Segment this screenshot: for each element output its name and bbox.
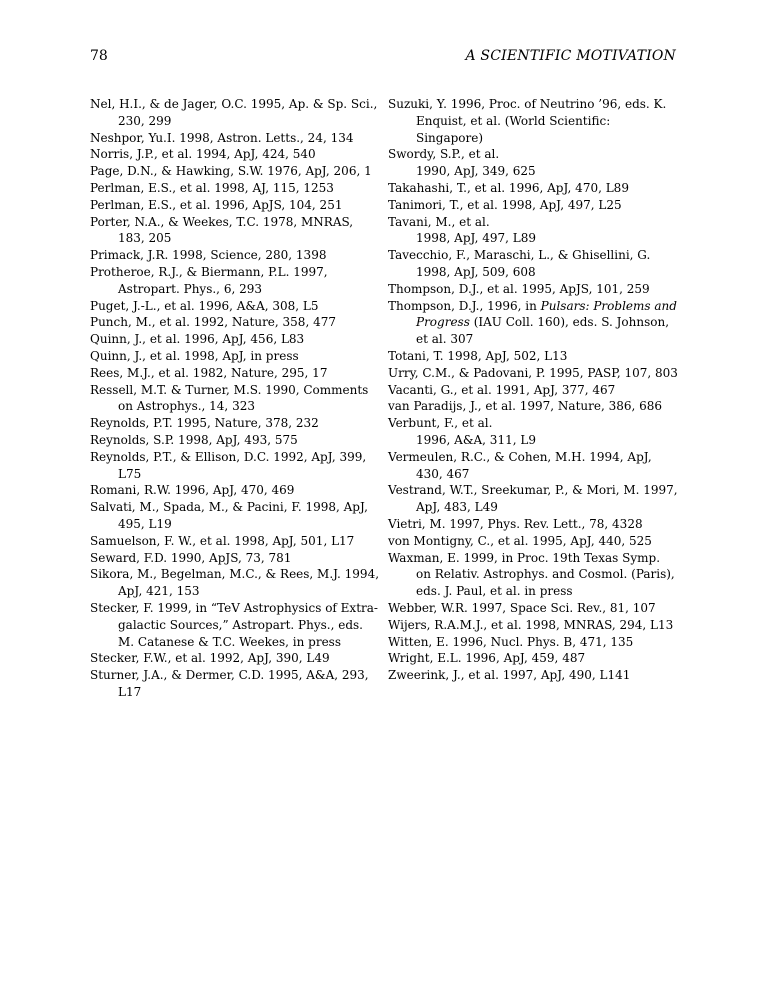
reference-entry: Urry, C.M., & Padovani, P. 1995, PASP, 107, 803 xyxy=(388,365,678,380)
reference-entry: Romani, R.W. 1996, ApJ, 470, 469 xyxy=(90,483,295,498)
page-header xyxy=(90,46,676,66)
references-right-column xyxy=(388,96,678,684)
reference-continuation: 1998, ApJ, 497, L89 xyxy=(416,231,537,246)
reference-entry: Vacanti, G., et al. 1991, ApJ, 377, 467 xyxy=(388,382,616,397)
reference-entry: Sikora, M., Begelman, M.C., & Rees, M.J. 1994, ApJ, 421, 153 xyxy=(90,567,380,599)
reference-entry: von Montigny, C., et al. 1995, ApJ, 440, 525 xyxy=(388,533,652,548)
reference-entry: Primack, J.R. 1998, Science, 280, 1398 xyxy=(90,248,327,263)
reference-entry: Wright, E.L. 1996, ApJ, 459, 487 xyxy=(388,651,586,666)
reference-entry: Ressell, M.T. & Turner, M.S. 1990, Comments on Astrophys., 14, 323 xyxy=(90,382,369,414)
reference-italic-title: Pulsars: Problems and Progress xyxy=(416,298,677,330)
reference-entry: Punch, M., et al. 1992, Nature, 358, 477 xyxy=(90,315,336,330)
reference-entry: Suzuki, Y. 1996, Proc. of Neutrino ’96, eds. K. Enquist, et al. (World Scientific: Singapore) xyxy=(388,97,667,145)
reference-entry: Wijers, R.A.M.J., et al. 1998, MNRAS, 294, L13 xyxy=(388,617,674,632)
reference-entry: van Paradijs, J., et al. 1997, Nature, 386, 686 xyxy=(388,399,663,414)
reference-entry xyxy=(388,298,678,348)
reference-entry: Perlman, E.S., et al. 1998, AJ, 115, 1253 xyxy=(90,180,334,195)
page-number: 78 xyxy=(90,48,108,64)
reference-entry: Stecker, F.W., et al. 1992, ApJ, 390, L49 xyxy=(90,651,330,666)
reference-entry: Page, D.N., & Hawking, S.W. 1976, ApJ, 206, 1 xyxy=(90,164,372,179)
references-left-column xyxy=(90,96,380,701)
reference-entry: Seward, F.D. 1990, ApJS, 73, 781 xyxy=(90,550,292,565)
reference-entry: Neshpor, Yu.I. 1998, Astron. Letts., 24, 134 xyxy=(90,130,354,145)
reference-text: Thompson, D.J., 1996, in xyxy=(388,298,541,313)
reference-entry: Puget, J.-L., et al. 1996, A&A, 308, L5 xyxy=(90,298,319,313)
reference-entry: Stecker, F. 1999, in “TeV Astrophysics of Extra-galactic Sources,” Astropart. Phys., eds. M. Catanese & T.C. Weekes, in press xyxy=(90,600,378,649)
reference-entry: Verbunt, F., et al. xyxy=(388,416,493,431)
reference-continuation: 1996, A&A, 311, L9 xyxy=(416,432,536,447)
reference-text: (IAU Coll. 160), eds. S. Johnson, et al. 307 xyxy=(416,315,670,347)
reference-continuation: 1990, ApJ, 349, 625 xyxy=(416,164,536,179)
reference-entry: Norris, J.P., et al. 1994, ApJ, 424, 540 xyxy=(90,147,316,162)
reference-entry: Totani, T. 1998, ApJ, 502, L13 xyxy=(388,348,568,363)
reference-entry: Perlman, E.S., et al. 1996, ApJS, 104, 251 xyxy=(90,197,343,212)
reference-entry: Waxman, E. 1999, in Proc. 19th Texas Symp. on Relativ. Astrophys. and Cosmol. (Paris), eds. J. Paul, et al. in press xyxy=(388,550,675,599)
reference-entry: Porter, N.A., & Weekes, T.C. 1978, MNRAS, 183, 205 xyxy=(90,214,354,246)
reference-entry: Thompson, D.J., et al. 1995, ApJS, 101, 259 xyxy=(388,281,650,296)
reference-entry: Vermeulen, R.C., & Cohen, M.H. 1994, ApJ, 430, 467 xyxy=(388,449,652,481)
reference-entry: Salvati, M., Spada, M., & Pacini, F. 1998, ApJ, 495, L19 xyxy=(90,500,368,531)
reference-entry: Sturner, J.A., & Dermer, C.D. 1995, A&A, 293, L17 xyxy=(90,668,369,699)
reference-entry: Webber, W.R. 1997, Space Sci. Rev., 81, 107 xyxy=(388,600,656,615)
running-head: A SCIENTIFIC MOTIVATION xyxy=(465,48,676,64)
reference-entry: Protheroe, R.J., & Biermann, P.L. 1997, Astropart. Phys., 6, 293 xyxy=(90,264,328,296)
reference-entry: Vietri, M. 1997, Phys. Rev. Lett., 78, 4328 xyxy=(388,516,643,531)
reference-entry: Takahashi, T., et al. 1996, ApJ, 470, L89 xyxy=(388,180,629,195)
reference-entry: Vestrand, W.T., Sreekumar, P., & Mori, M. 1997, ApJ, 483, L49 xyxy=(388,483,678,515)
reference-entry: Tavani, M., et al. xyxy=(388,214,490,229)
reference-entry: Reynolds, P.T. 1995, Nature, 378, 232 xyxy=(90,416,319,431)
reference-entry: Witten, E. 1996, Nucl. Phys. B, 471, 135 xyxy=(388,634,634,649)
reference-entry: Tanimori, T., et al. 1998, ApJ, 497, L25 xyxy=(388,197,622,212)
reference-entry: Samuelson, F. W., et al. 1998, ApJ, 501, L17 xyxy=(90,533,355,548)
reference-entry: Swordy, S.P., et al. xyxy=(388,147,500,162)
reference-entry: Nel, H.I., & de Jager, O.C. 1995, Ap. & Sp. Sci., 230, 299 xyxy=(90,97,378,128)
reference-entry: Reynolds, S.P. 1998, ApJ, 493, 575 xyxy=(90,432,298,447)
reference-entry: Zweerink, J., et al. 1997, ApJ, 490, L141 xyxy=(388,668,631,683)
reference-entry: Reynolds, P.T., & Ellison, D.C. 1992, ApJ, 399, L75 xyxy=(90,449,367,481)
reference-entry: Quinn, J., et al. 1996, ApJ, 456, L83 xyxy=(90,332,305,347)
reference-entry: Tavecchio, F., Maraschi, L., & Ghisellini, G. 1998, ApJ, 509, 608 xyxy=(388,248,651,279)
reference-entry: Rees, M.J., et al. 1982, Nature, 295, 17 xyxy=(90,365,328,380)
reference-entry: Quinn, J., et al. 1998, ApJ, in press xyxy=(90,348,299,363)
